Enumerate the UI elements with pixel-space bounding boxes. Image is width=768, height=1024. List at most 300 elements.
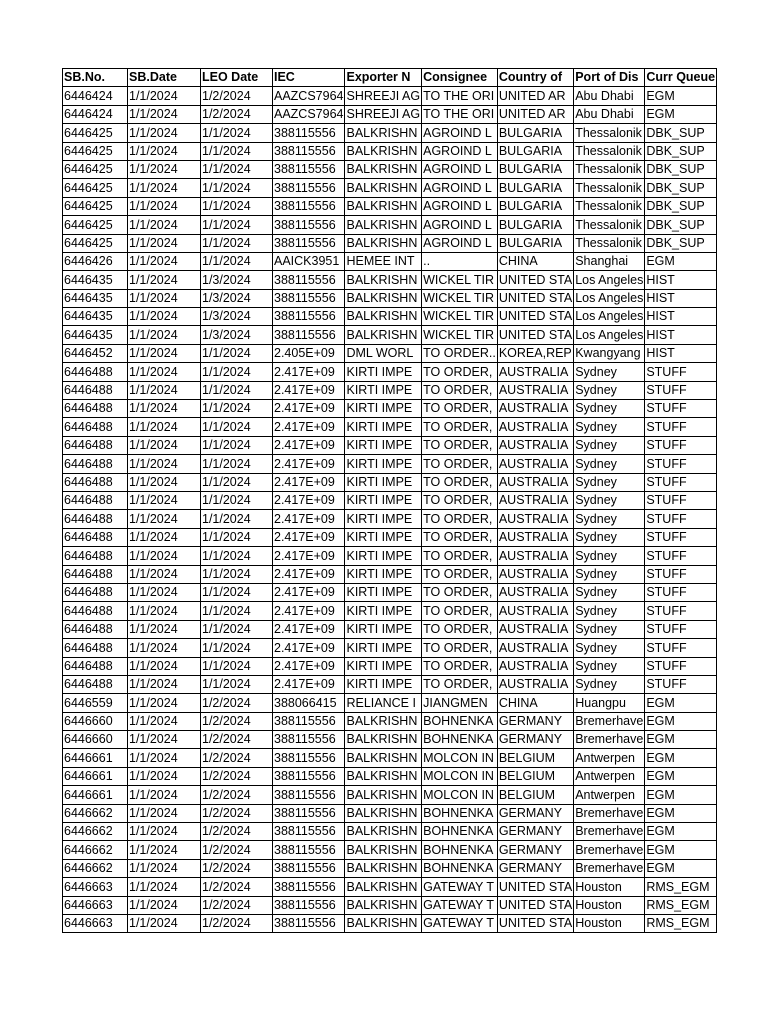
cell-port-of-discharge: Antwerpen — [574, 749, 645, 767]
cell-port-of-discharge: Bremerhave — [574, 731, 645, 749]
cell-consignee: TO ORDER, — [422, 455, 498, 473]
cell-curr-queue: STUFF — [645, 473, 717, 491]
cell-sb-no: 6446488 — [63, 583, 128, 601]
cell-sb-no: 6446488 — [63, 602, 128, 620]
cell-iec: 388115556 — [273, 767, 345, 785]
table-row — [63, 749, 717, 767]
cell-sb-no: 6446488 — [63, 639, 128, 657]
cell-consignee: AGROIND L — [422, 179, 498, 197]
cell-exporter-name: BALKRISHN — [345, 197, 422, 215]
table-row — [63, 620, 717, 638]
cell-exporter-name: SHREEJI AG — [345, 87, 422, 105]
table-row — [63, 694, 717, 712]
cell-iec: 2.417E+09 — [273, 491, 345, 509]
cell-country: GERMANY — [497, 841, 573, 859]
table-row — [63, 878, 717, 896]
cell-leo-date: 1/2/2024 — [201, 87, 273, 105]
cell-sb-date: 1/1/2024 — [128, 491, 201, 509]
cell-curr-queue: DBK_SUP — [645, 216, 717, 234]
cell-sb-no: 6446426 — [63, 252, 128, 270]
cell-port-of-discharge: Houston — [574, 878, 645, 896]
cell-curr-queue: EGM — [645, 87, 717, 105]
cell-sb-date: 1/1/2024 — [128, 639, 201, 657]
cell-consignee: WICKEL TIR — [422, 271, 498, 289]
cell-consignee: AGROIND L — [422, 124, 498, 142]
cell-exporter-name: BALKRISHN — [345, 767, 422, 785]
cell-iec: 388115556 — [273, 896, 345, 914]
cell-port-of-discharge: Houston — [574, 914, 645, 932]
cell-sb-date: 1/1/2024 — [128, 160, 201, 178]
cell-iec: 388115556 — [273, 234, 345, 252]
cell-sb-date: 1/1/2024 — [128, 179, 201, 197]
cell-exporter-name: BALKRISHN — [345, 823, 422, 841]
cell-leo-date: 1/1/2024 — [201, 455, 273, 473]
cell-country: BULGARIA — [497, 179, 573, 197]
cell-curr-queue: EGM — [645, 252, 717, 270]
cell-sb-date: 1/1/2024 — [128, 804, 201, 822]
cell-exporter-name: BALKRISHN — [345, 712, 422, 730]
cell-country: GERMANY — [497, 804, 573, 822]
table-row — [63, 179, 717, 197]
cell-sb-no: 6446425 — [63, 216, 128, 234]
cell-sb-date: 1/1/2024 — [128, 675, 201, 693]
cell-port-of-discharge: Sydney — [574, 436, 645, 454]
cell-port-of-discharge: Sydney — [574, 455, 645, 473]
table-row — [63, 675, 717, 693]
cell-country: AUSTRALIA — [497, 583, 573, 601]
cell-iec: 2.417E+09 — [273, 363, 345, 381]
cell-sb-no: 6446559 — [63, 694, 128, 712]
cell-sb-date: 1/1/2024 — [128, 308, 201, 326]
cell-leo-date: 1/1/2024 — [201, 400, 273, 418]
cell-sb-date: 1/1/2024 — [128, 749, 201, 767]
cell-curr-queue: DBK_SUP — [645, 234, 717, 252]
cell-curr-queue: STUFF — [645, 381, 717, 399]
header-port-of-discharge: Port of Dis — [574, 69, 645, 87]
cell-leo-date: 1/1/2024 — [201, 491, 273, 509]
cell-sb-no: 6446662 — [63, 841, 128, 859]
table-row — [63, 767, 717, 785]
cell-country: AUSTRALIA — [497, 455, 573, 473]
cell-leo-date: 1/1/2024 — [201, 528, 273, 546]
cell-country: AUSTRALIA — [497, 381, 573, 399]
cell-iec: 388115556 — [273, 289, 345, 307]
cell-exporter-name: BALKRISHN — [345, 804, 422, 822]
header-leo-date: LEO Date — [201, 69, 273, 87]
cell-sb-no: 6446661 — [63, 767, 128, 785]
cell-iec: 388115556 — [273, 878, 345, 896]
cell-iec: 2.417E+09 — [273, 400, 345, 418]
cell-consignee: AGROIND L — [422, 160, 498, 178]
cell-curr-queue: DBK_SUP — [645, 142, 717, 160]
cell-curr-queue: DBK_SUP — [645, 179, 717, 197]
cell-consignee: GATEWAY T — [422, 878, 498, 896]
cell-iec: 388115556 — [273, 179, 345, 197]
cell-iec: 2.417E+09 — [273, 675, 345, 693]
header-consignee: Consignee — [422, 69, 498, 87]
cell-country: AUSTRALIA — [497, 639, 573, 657]
cell-exporter-name: DML WORL — [345, 344, 422, 362]
cell-exporter-name: BALKRISHN — [345, 142, 422, 160]
cell-consignee: TO ORDER, — [422, 657, 498, 675]
cell-sb-date: 1/1/2024 — [128, 914, 201, 932]
cell-consignee: AGROIND L — [422, 197, 498, 215]
table-row — [63, 639, 717, 657]
cell-country: AUSTRALIA — [497, 620, 573, 638]
cell-iec: 2.417E+09 — [273, 436, 345, 454]
table-row — [63, 786, 717, 804]
cell-leo-date: 1/2/2024 — [201, 896, 273, 914]
cell-sb-date: 1/1/2024 — [128, 767, 201, 785]
cell-consignee: TO ORDER, — [422, 400, 498, 418]
cell-sb-date: 1/1/2024 — [128, 105, 201, 123]
cell-port-of-discharge: Sydney — [574, 602, 645, 620]
cell-exporter-name: KIRTI IMPE — [345, 455, 422, 473]
cell-sb-date: 1/1/2024 — [128, 731, 201, 749]
cell-port-of-discharge: Sydney — [574, 491, 645, 509]
cell-sb-no: 6446488 — [63, 491, 128, 509]
cell-sb-no: 6446425 — [63, 160, 128, 178]
cell-curr-queue: HIST — [645, 344, 717, 362]
cell-port-of-discharge: Bremerhave — [574, 859, 645, 877]
cell-exporter-name: KIRTI IMPE — [345, 418, 422, 436]
table-row — [63, 455, 717, 473]
cell-iec: 388115556 — [273, 271, 345, 289]
cell-exporter-name: BALKRISHN — [345, 859, 422, 877]
cell-exporter-name: KIRTI IMPE — [345, 639, 422, 657]
cell-exporter-name: BALKRISHN — [345, 234, 422, 252]
cell-sb-no: 6446488 — [63, 510, 128, 528]
cell-sb-no: 6446660 — [63, 712, 128, 730]
cell-sb-date: 1/1/2024 — [128, 657, 201, 675]
cell-leo-date: 1/2/2024 — [201, 712, 273, 730]
cell-port-of-discharge: Sydney — [574, 657, 645, 675]
cell-sb-no: 6446662 — [63, 804, 128, 822]
cell-exporter-name: BALKRISHN — [345, 841, 422, 859]
table-row — [63, 160, 717, 178]
cell-port-of-discharge: Sydney — [574, 675, 645, 693]
table-row — [63, 363, 717, 381]
table-row — [63, 105, 717, 123]
cell-port-of-discharge: Bremerhave — [574, 841, 645, 859]
cell-exporter-name: KIRTI IMPE — [345, 528, 422, 546]
cell-leo-date: 1/1/2024 — [201, 381, 273, 399]
cell-port-of-discharge: Los Angeles — [574, 289, 645, 307]
cell-sb-date: 1/1/2024 — [128, 381, 201, 399]
cell-leo-date: 1/2/2024 — [201, 694, 273, 712]
cell-port-of-discharge: Sydney — [574, 363, 645, 381]
cell-exporter-name: KIRTI IMPE — [345, 491, 422, 509]
cell-country: UNITED AR — [497, 105, 573, 123]
cell-sb-date: 1/1/2024 — [128, 216, 201, 234]
cell-sb-no: 6446488 — [63, 657, 128, 675]
cell-sb-date: 1/1/2024 — [128, 436, 201, 454]
cell-leo-date: 1/2/2024 — [201, 105, 273, 123]
cell-curr-queue: STUFF — [645, 547, 717, 565]
cell-iec: 388115556 — [273, 712, 345, 730]
cell-country: GERMANY — [497, 731, 573, 749]
cell-country: BULGARIA — [497, 142, 573, 160]
cell-sb-no: 6446425 — [63, 197, 128, 215]
cell-iec: AAICK3951 — [273, 252, 345, 270]
cell-port-of-discharge: Sydney — [574, 583, 645, 601]
cell-country: UNITED STA — [497, 326, 573, 344]
cell-port-of-discharge: Abu Dhabi — [574, 105, 645, 123]
cell-iec: 2.417E+09 — [273, 455, 345, 473]
cell-consignee: TO THE ORI — [422, 87, 498, 105]
table-row — [63, 859, 717, 877]
table-row — [63, 473, 717, 491]
cell-curr-queue: RMS_EGM — [645, 896, 717, 914]
cell-leo-date: 1/1/2024 — [201, 160, 273, 178]
cell-port-of-discharge: Huangpu — [574, 694, 645, 712]
cell-curr-queue: EGM — [645, 749, 717, 767]
cell-exporter-name: BALKRISHN — [345, 271, 422, 289]
table-row — [63, 216, 717, 234]
cell-iec: 2.417E+09 — [273, 510, 345, 528]
cell-exporter-name: BALKRISHN — [345, 216, 422, 234]
cell-sb-no: 6446661 — [63, 749, 128, 767]
cell-consignee: TO ORDER, — [422, 436, 498, 454]
cell-consignee: TO ORDER, — [422, 547, 498, 565]
cell-country: UNITED STA — [497, 271, 573, 289]
cell-exporter-name: KIRTI IMPE — [345, 400, 422, 418]
cell-country: GERMANY — [497, 712, 573, 730]
cell-consignee: BOHNENKA — [422, 859, 498, 877]
cell-sb-date: 1/1/2024 — [128, 620, 201, 638]
cell-port-of-discharge: Thessalonik — [574, 160, 645, 178]
header-exporter-name: Exporter N — [345, 69, 422, 87]
cell-sb-date: 1/1/2024 — [128, 528, 201, 546]
cell-consignee: MOLCON IN — [422, 767, 498, 785]
cell-sb-no: 6446488 — [63, 528, 128, 546]
cell-consignee: BOHNENKA — [422, 841, 498, 859]
cell-consignee: TO ORDER, — [422, 363, 498, 381]
cell-iec: 388115556 — [273, 786, 345, 804]
cell-sb-date: 1/1/2024 — [128, 400, 201, 418]
cell-curr-queue: STUFF — [645, 510, 717, 528]
cell-consignee: TO ORDER, — [422, 528, 498, 546]
cell-iec: 388115556 — [273, 142, 345, 160]
cell-country: AUSTRALIA — [497, 436, 573, 454]
cell-curr-queue: HIST — [645, 326, 717, 344]
cell-sb-date: 1/1/2024 — [128, 694, 201, 712]
cell-iec: 2.417E+09 — [273, 602, 345, 620]
cell-country: AUSTRALIA — [497, 473, 573, 491]
cell-leo-date: 1/1/2024 — [201, 565, 273, 583]
cell-consignee: TO ORDER, — [422, 510, 498, 528]
cell-port-of-discharge: Thessalonik — [574, 124, 645, 142]
cell-leo-date: 1/2/2024 — [201, 804, 273, 822]
cell-leo-date: 1/2/2024 — [201, 731, 273, 749]
cell-port-of-discharge: Sydney — [574, 620, 645, 638]
cell-sb-no: 6446488 — [63, 620, 128, 638]
cell-exporter-name: KIRTI IMPE — [345, 565, 422, 583]
cell-curr-queue: STUFF — [645, 620, 717, 638]
cell-iec: 388066415 — [273, 694, 345, 712]
cell-leo-date: 1/2/2024 — [201, 878, 273, 896]
cell-sb-no: 6446488 — [63, 473, 128, 491]
cell-exporter-name: KIRTI IMPE — [345, 602, 422, 620]
cell-port-of-discharge: Los Angeles — [574, 308, 645, 326]
cell-iec: 388115556 — [273, 197, 345, 215]
cell-consignee: AGROIND L — [422, 142, 498, 160]
table-row — [63, 731, 717, 749]
cell-sb-date: 1/1/2024 — [128, 289, 201, 307]
cell-sb-no: 6446661 — [63, 786, 128, 804]
cell-iec: 2.405E+09 — [273, 344, 345, 362]
cell-port-of-discharge: Bremerhave — [574, 712, 645, 730]
table-row — [63, 124, 717, 142]
cell-leo-date: 1/1/2024 — [201, 583, 273, 601]
cell-port-of-discharge: Los Angeles — [574, 271, 645, 289]
cell-sb-no: 6446425 — [63, 234, 128, 252]
cell-leo-date: 1/1/2024 — [201, 234, 273, 252]
cell-consignee: MOLCON IN — [422, 786, 498, 804]
cell-sb-date: 1/1/2024 — [128, 234, 201, 252]
cell-country: GERMANY — [497, 823, 573, 841]
cell-iec: 2.417E+09 — [273, 418, 345, 436]
cell-curr-queue: STUFF — [645, 455, 717, 473]
table-row — [63, 823, 717, 841]
cell-exporter-name: BALKRISHN — [345, 289, 422, 307]
cell-consignee: TO ORDER, — [422, 675, 498, 693]
cell-sb-date: 1/1/2024 — [128, 878, 201, 896]
cell-sb-no: 6446435 — [63, 289, 128, 307]
table-row — [63, 841, 717, 859]
table-row — [63, 418, 717, 436]
cell-consignee: TO ORDER, — [422, 639, 498, 657]
cell-curr-queue: HIST — [645, 289, 717, 307]
cell-consignee: TO ORDER, — [422, 583, 498, 601]
cell-port-of-discharge: Antwerpen — [574, 786, 645, 804]
cell-iec: 388115556 — [273, 823, 345, 841]
cell-country: AUSTRALIA — [497, 491, 573, 509]
cell-port-of-discharge: Bremerhave — [574, 823, 645, 841]
cell-leo-date: 1/2/2024 — [201, 749, 273, 767]
cell-sb-no: 6446488 — [63, 455, 128, 473]
cell-sb-no: 6446488 — [63, 436, 128, 454]
cell-exporter-name: KIRTI IMPE — [345, 620, 422, 638]
cell-leo-date: 1/1/2024 — [201, 344, 273, 362]
cell-exporter-name: HEMEE INT — [345, 252, 422, 270]
cell-exporter-name: BALKRISHN — [345, 786, 422, 804]
cell-sb-date: 1/1/2024 — [128, 547, 201, 565]
cell-iec: 388115556 — [273, 326, 345, 344]
cell-port-of-discharge: Los Angeles — [574, 326, 645, 344]
cell-exporter-name: KIRTI IMPE — [345, 657, 422, 675]
cell-curr-queue: STUFF — [645, 639, 717, 657]
cell-consignee: TO ORDER, — [422, 473, 498, 491]
cell-iec: 388115556 — [273, 841, 345, 859]
cell-country: AUSTRALIA — [497, 657, 573, 675]
header-curr-queue: Curr Queue — [645, 69, 717, 87]
cell-leo-date: 1/1/2024 — [201, 602, 273, 620]
cell-sb-no: 6446435 — [63, 308, 128, 326]
cell-leo-date: 1/2/2024 — [201, 786, 273, 804]
cell-consignee: WICKEL TIR — [422, 326, 498, 344]
cell-leo-date: 1/1/2024 — [201, 197, 273, 215]
cell-iec: 2.417E+09 — [273, 565, 345, 583]
cell-curr-queue: STUFF — [645, 565, 717, 583]
table-row — [63, 528, 717, 546]
cell-sb-date: 1/1/2024 — [128, 455, 201, 473]
cell-consignee: GATEWAY T — [422, 896, 498, 914]
table-row — [63, 583, 717, 601]
table-row — [63, 289, 717, 307]
cell-curr-queue: DBK_SUP — [645, 197, 717, 215]
cell-leo-date: 1/3/2024 — [201, 326, 273, 344]
cell-country: UNITED STA — [497, 914, 573, 932]
cell-country: BULGARIA — [497, 124, 573, 142]
cell-sb-no: 6446488 — [63, 565, 128, 583]
cell-consignee: TO ORDER, — [422, 418, 498, 436]
cell-port-of-discharge: Sydney — [574, 381, 645, 399]
cell-iec: 388115556 — [273, 859, 345, 877]
cell-consignee: GATEWAY T — [422, 914, 498, 932]
cell-sb-no: 6446452 — [63, 344, 128, 362]
cell-sb-date: 1/1/2024 — [128, 344, 201, 362]
table-body — [63, 87, 717, 933]
cell-country: BELGIUM — [497, 767, 573, 785]
cell-country: CHINA — [497, 252, 573, 270]
header-sb-date: SB.Date — [128, 69, 201, 87]
cell-leo-date: 1/2/2024 — [201, 767, 273, 785]
cell-consignee: .. — [422, 252, 498, 270]
cell-country: AUSTRALIA — [497, 602, 573, 620]
cell-sb-date: 1/1/2024 — [128, 87, 201, 105]
cell-sb-date: 1/1/2024 — [128, 602, 201, 620]
cell-country: KOREA,REP — [497, 344, 573, 362]
cell-consignee: BOHNENKA — [422, 731, 498, 749]
cell-port-of-discharge: Kwangyang — [574, 344, 645, 362]
cell-sb-date: 1/1/2024 — [128, 473, 201, 491]
cell-exporter-name: BALKRISHN — [345, 896, 422, 914]
cell-sb-no: 6446425 — [63, 142, 128, 160]
cell-sb-date: 1/1/2024 — [128, 142, 201, 160]
cell-leo-date: 1/2/2024 — [201, 841, 273, 859]
shipping-bill-table — [62, 68, 717, 933]
cell-exporter-name: KIRTI IMPE — [345, 675, 422, 693]
cell-iec: 388115556 — [273, 804, 345, 822]
table-row — [63, 565, 717, 583]
cell-iec: 2.417E+09 — [273, 639, 345, 657]
cell-consignee: TO ORDER, — [422, 491, 498, 509]
header-row — [63, 69, 717, 87]
cell-curr-queue: EGM — [645, 731, 717, 749]
cell-sb-no: 6446425 — [63, 124, 128, 142]
cell-exporter-name: KIRTI IMPE — [345, 473, 422, 491]
cell-sb-no: 6446488 — [63, 400, 128, 418]
cell-curr-queue: EGM — [645, 105, 717, 123]
cell-sb-no: 6446488 — [63, 547, 128, 565]
cell-country: CHINA — [497, 694, 573, 712]
cell-country: AUSTRALIA — [497, 547, 573, 565]
cell-curr-queue: EGM — [645, 767, 717, 785]
cell-sb-no: 6446663 — [63, 878, 128, 896]
table-row — [63, 436, 717, 454]
cell-leo-date: 1/1/2024 — [201, 675, 273, 693]
cell-country: UNITED STA — [497, 308, 573, 326]
cell-curr-queue: EGM — [645, 786, 717, 804]
cell-leo-date: 1/1/2024 — [201, 418, 273, 436]
cell-consignee: MOLCON IN — [422, 749, 498, 767]
cell-consignee: TO THE ORI — [422, 105, 498, 123]
table-row — [63, 400, 717, 418]
cell-leo-date: 1/3/2024 — [201, 271, 273, 289]
cell-iec: 2.417E+09 — [273, 381, 345, 399]
cell-country: AUSTRALIA — [497, 418, 573, 436]
